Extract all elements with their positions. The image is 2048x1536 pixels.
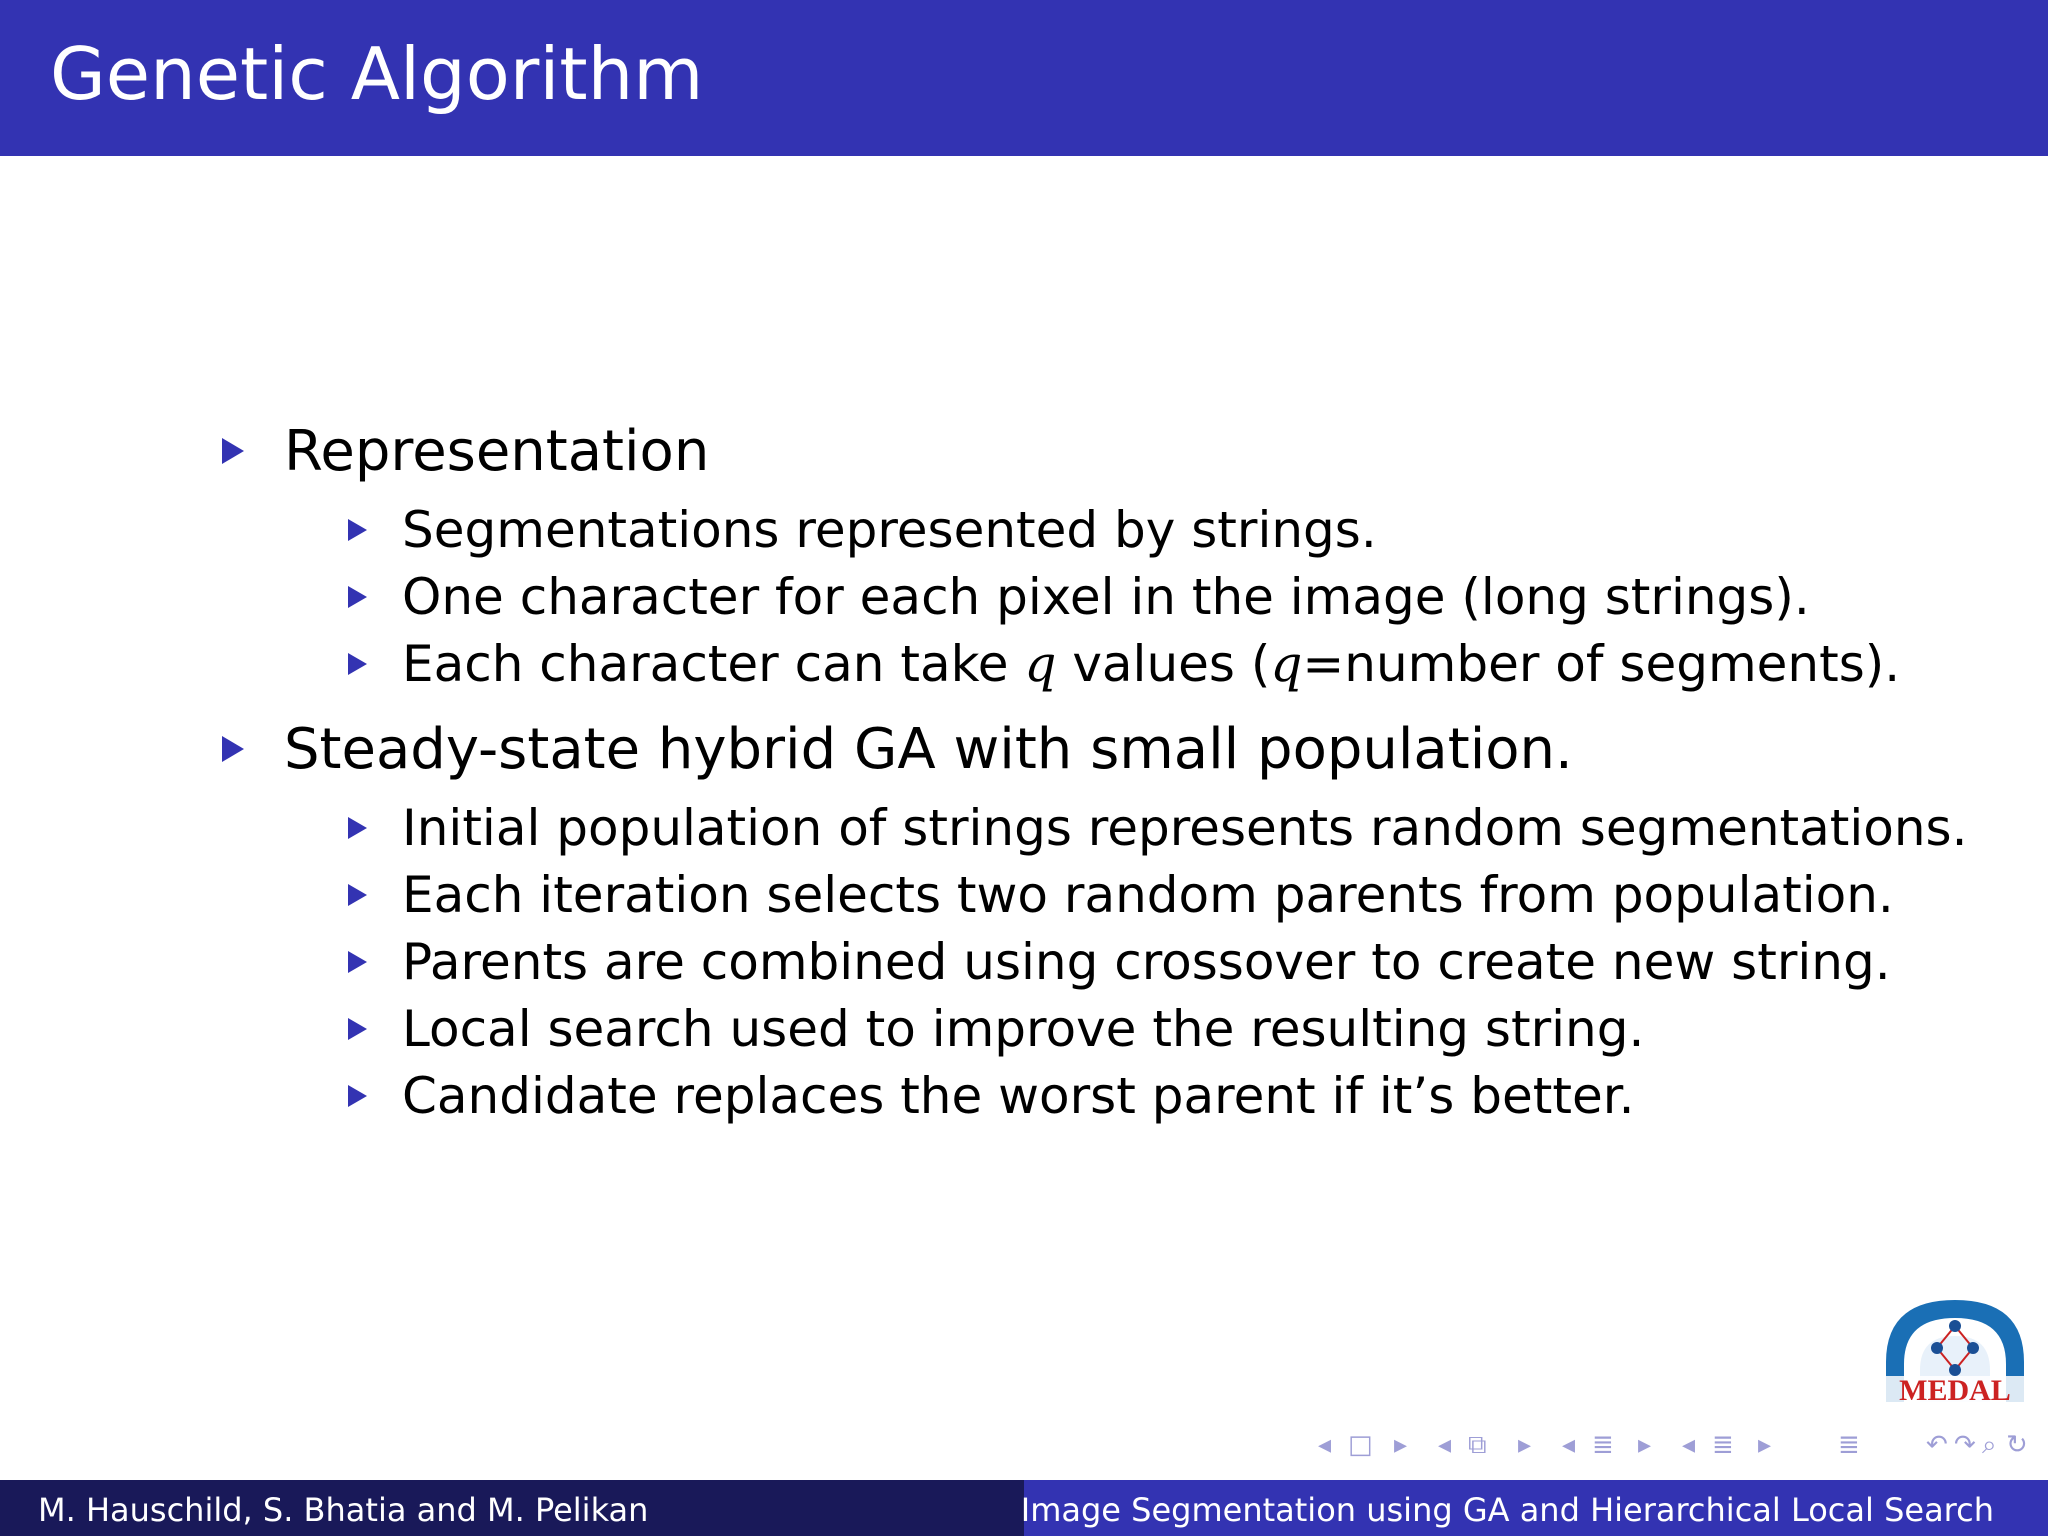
nav-next-frame-icon[interactable]: ▸ — [1394, 1430, 1408, 1460]
footer-authors: M. Hauschild, S. Bhatia and M. Pelikan — [38, 1491, 649, 1529]
nav-next-document-icon[interactable]: ▸ — [1758, 1430, 1772, 1460]
nav-search-icon[interactable]: ⌕ — [1982, 1430, 1997, 1460]
bullet-triangle-icon — [348, 1018, 367, 1040]
bullet-text: Steady-state hybrid GA with small population. — [284, 717, 1573, 782]
footer-authors-box — [0, 1480, 1024, 1536]
sub-bullet-each-iteration — [348, 866, 1894, 924]
navigation-bar — [1310, 1432, 2030, 1468]
bullet-triangle-icon — [348, 884, 367, 906]
nav-prev-subsection-icon[interactable]: ◂ — [1438, 1430, 1452, 1460]
bullet-triangle-icon — [348, 519, 367, 541]
sub-bullet-q-values — [348, 635, 1901, 693]
nav-frame-icon[interactable]: □ — [1348, 1430, 1373, 1460]
nav-subsection-icon[interactable]: ⧉ — [1468, 1430, 1487, 1460]
nav-back-icon[interactable]: ↶ — [1926, 1430, 1948, 1460]
sub-bullet-local-search — [348, 1000, 1645, 1058]
bullet-steady-state — [222, 717, 1573, 782]
bullet-text: Segmentations represented by strings. — [402, 501, 1377, 559]
footer-title-box — [1020, 1480, 2048, 1536]
footer — [0, 1480, 2048, 1536]
nav-forward-icon[interactable]: ↷ — [1954, 1430, 1976, 1460]
bullet-text: Local search used to improve the resulting string. — [402, 1000, 1645, 1058]
bullet-text-part: =number of segments). — [1302, 635, 1901, 693]
medal-logo-graphic — [1880, 1292, 2030, 1412]
math-variable-q: q — [1024, 635, 1057, 693]
nav-loop-icon[interactable]: ↻ — [2006, 1430, 2028, 1460]
nav-next-subsection-icon[interactable]: ▸ — [1518, 1430, 1532, 1460]
sub-bullet-initial-population — [348, 799, 1968, 857]
nav-prev-section-icon[interactable]: ◂ — [1562, 1430, 1576, 1460]
bullet-text-part: Each character can take — [402, 635, 1025, 693]
nav-prev-frame-icon[interactable]: ◂ — [1318, 1430, 1332, 1460]
sub-bullet-parents-combined — [348, 933, 1891, 991]
math-variable-q: q — [1270, 635, 1303, 693]
nav-document-icon[interactable]: ≣ — [1712, 1430, 1734, 1460]
bullet-triangle-icon — [348, 586, 367, 608]
bullet-triangle-icon — [348, 653, 367, 675]
bullet-triangle-icon — [348, 817, 367, 839]
nav-appendix-icon[interactable]: ≣ — [1838, 1430, 1860, 1460]
bullet-triangle-icon — [348, 1085, 367, 1107]
medal-logo — [1880, 1292, 2030, 1412]
sub-bullet-one-character — [348, 568, 1810, 626]
nav-section-icon[interactable]: ≣ — [1592, 1430, 1614, 1460]
bullet-text: One character for each pixel in the image (long strings). — [402, 568, 1810, 626]
bullet-text: Candidate replaces the worst parent if it’s better. — [402, 1067, 1635, 1125]
bullet-text: Each iteration selects two random parents from population. — [402, 866, 1894, 924]
sub-bullet-segmentations — [348, 501, 1377, 559]
footer-talk-title: Image Segmentation using GA and Hierarchical Local Search — [1020, 1491, 1994, 1529]
bullet-text: Representation — [284, 419, 710, 484]
bullet-text: Parents are combined using crossover to create new string. — [402, 933, 1891, 991]
medal-logo-text: MEDAL — [1899, 1374, 2011, 1407]
nav-next-section-icon[interactable]: ▸ — [1638, 1430, 1652, 1460]
sub-bullet-candidate-replaces — [348, 1067, 1635, 1125]
nav-prev-document-icon[interactable]: ◂ — [1682, 1430, 1696, 1460]
bullet-triangle-icon — [348, 951, 367, 973]
bullet-representation — [222, 419, 710, 484]
slide-title: Genetic Algorithm — [50, 32, 704, 116]
bullet-triangle-icon — [222, 736, 244, 762]
title-bar — [0, 0, 2048, 156]
bullet-text: Initial population of strings represents random segmentations. — [402, 799, 1968, 857]
bullet-text-part: values ( — [1056, 635, 1271, 693]
bullet-triangle-icon — [222, 438, 244, 464]
